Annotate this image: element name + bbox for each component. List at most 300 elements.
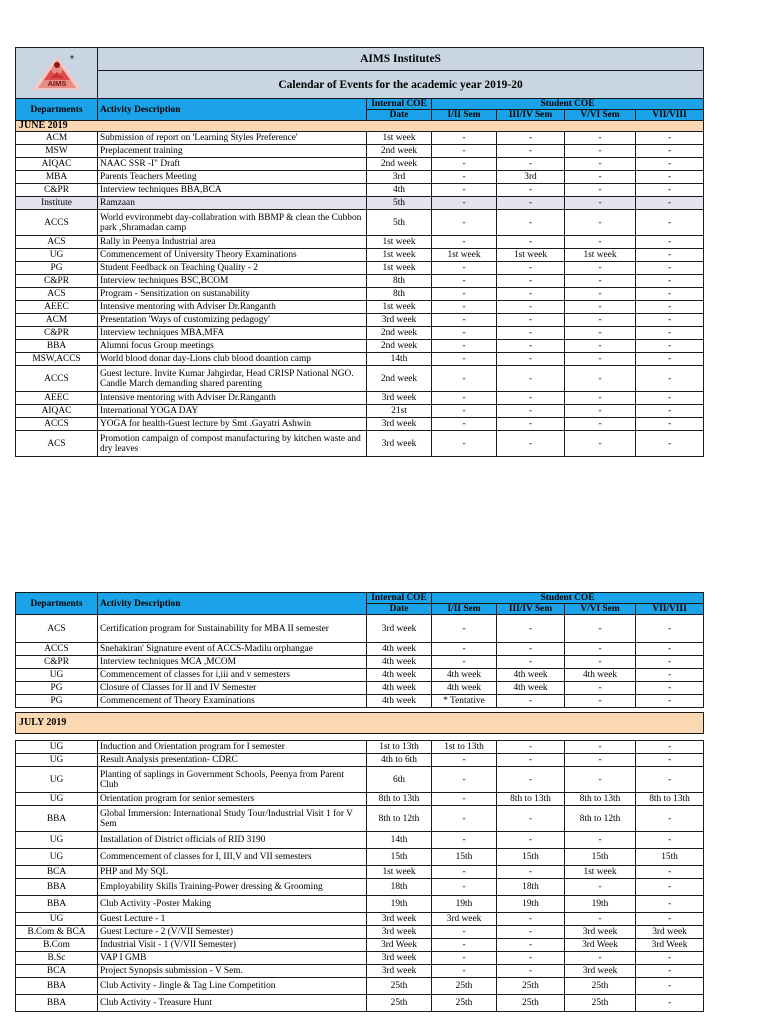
dept-cell: PG bbox=[16, 695, 98, 708]
sem2-cell: 3rd bbox=[497, 171, 565, 184]
sem2-cell: - bbox=[497, 767, 565, 793]
date-cell: 6th bbox=[367, 767, 432, 793]
activity-cell: Interview techniques MCA ,MCOM bbox=[98, 656, 367, 669]
sem4-cell: - bbox=[636, 832, 704, 849]
sem2-cell: - bbox=[497, 913, 565, 926]
table-row bbox=[16, 366, 704, 392]
sem3-cell: - bbox=[565, 340, 636, 353]
table-row bbox=[16, 132, 704, 145]
sem3-cell: - bbox=[565, 741, 636, 754]
dept-cell: ACCS bbox=[16, 418, 98, 431]
calendar-table-part1 bbox=[15, 47, 704, 457]
table-row bbox=[16, 741, 704, 754]
dept-cell: C&PR bbox=[16, 327, 98, 340]
dept-cell: BCA bbox=[16, 965, 98, 978]
sem2-cell: 4th week bbox=[497, 682, 565, 695]
table-row bbox=[16, 926, 704, 939]
dept-cell: PG bbox=[16, 682, 98, 695]
date-cell: 4th bbox=[367, 184, 432, 197]
sem2-cell: - bbox=[497, 952, 565, 965]
sem4-cell: 15th bbox=[636, 849, 704, 866]
sem3-cell: 4th week bbox=[565, 669, 636, 682]
sem4-cell: - bbox=[636, 249, 704, 262]
sem4-cell: - bbox=[636, 184, 704, 197]
activity-cell: YOGA for health-Guest lecture by Smt .Gayatri Ashwin bbox=[98, 418, 367, 431]
sem1-cell: - bbox=[432, 158, 497, 171]
dept-cell: C&PR bbox=[16, 656, 98, 669]
dept-cell: BCA bbox=[16, 866, 98, 879]
sem2-cell: - bbox=[497, 275, 565, 288]
date-cell: 2nd week bbox=[367, 158, 432, 171]
dept-cell: BBA bbox=[16, 896, 98, 913]
sem4-cell: - bbox=[636, 965, 704, 978]
sem2-cell: 4th week bbox=[497, 669, 565, 682]
date-cell: 3rd week bbox=[367, 615, 432, 643]
activity-cell: Global Immersion: International Study Tour/Industrial Visit 1 for V Sem bbox=[98, 806, 367, 832]
sem2-cell: - bbox=[497, 643, 565, 656]
activity-cell: Employability Skills Training-Power dressing & Grooming bbox=[98, 879, 367, 896]
date-cell: 1st week bbox=[367, 132, 432, 145]
activity-cell: Planting of saplings in Government Schools, Peenya from Parent Club bbox=[98, 767, 367, 793]
dept-cell: AEEC bbox=[16, 301, 98, 314]
sem1-cell: - bbox=[432, 939, 497, 952]
sem3-cell: - bbox=[565, 132, 636, 145]
col-date: Date bbox=[367, 604, 432, 615]
table-row bbox=[16, 913, 704, 926]
date-cell: 4th week bbox=[367, 656, 432, 669]
dept-cell: MBA bbox=[16, 171, 98, 184]
date-cell: 3rd Week bbox=[367, 939, 432, 952]
date-cell: 2nd week bbox=[367, 366, 432, 392]
activity-cell: Parents Teachers Meeting bbox=[98, 171, 367, 184]
sem3-cell: - bbox=[565, 145, 636, 158]
sem3-cell: 3rd week bbox=[565, 965, 636, 978]
date-cell: 15th bbox=[367, 849, 432, 866]
sem1-cell: - bbox=[432, 926, 497, 939]
table-row bbox=[16, 806, 704, 832]
sem4-cell: - bbox=[636, 158, 704, 171]
sem2-cell: 1st week bbox=[497, 249, 565, 262]
sem4-cell: - bbox=[636, 171, 704, 184]
sem2-cell: - bbox=[497, 314, 565, 327]
activity-cell: Commencement of Theory Examinations bbox=[98, 695, 367, 708]
activity-cell: Industrial Visit - 1 (V/VII Semester) bbox=[98, 939, 367, 952]
dept-cell: ACCS bbox=[16, 366, 98, 392]
dept-cell: UG bbox=[16, 249, 98, 262]
activity-cell: Promotion campaign of compost manufacturing by kitchen waste and dry leaves bbox=[98, 431, 367, 457]
sem3-cell: - bbox=[565, 405, 636, 418]
col-sem1: I/II Sem bbox=[432, 604, 497, 615]
activity-cell: Orientation program for senior semesters bbox=[98, 793, 367, 806]
activity-cell: World evvironmebt day-collabration with BBMP & clean the Cubbon park ,Shramadan camp bbox=[98, 210, 367, 236]
activity-cell: Snehakiran' Signature event of ACCS-Madilu orphangae bbox=[98, 643, 367, 656]
dept-cell: B.Com bbox=[16, 939, 98, 952]
activity-cell: Club Activity - Jingle & Tag Line Competition bbox=[98, 978, 367, 995]
sem3-cell: 3rd Week bbox=[565, 939, 636, 952]
dept-cell: ACS bbox=[16, 236, 98, 249]
date-cell: 4th week bbox=[367, 643, 432, 656]
sem1-cell: 15th bbox=[432, 849, 497, 866]
activity-cell: Installation of District officials of RID 3190 bbox=[98, 832, 367, 849]
sem3-cell: - bbox=[565, 392, 636, 405]
sem4-cell: - bbox=[636, 879, 704, 896]
sem2-cell: 19th bbox=[497, 896, 565, 913]
table-row bbox=[16, 184, 704, 197]
sem3-cell: - bbox=[565, 184, 636, 197]
sem4-cell: - bbox=[636, 275, 704, 288]
dept-cell: C&PR bbox=[16, 184, 98, 197]
dept-cell: UG bbox=[16, 754, 98, 767]
sem2-cell: - bbox=[497, 340, 565, 353]
sem4-cell: - bbox=[636, 327, 704, 340]
sem2-cell: - bbox=[497, 418, 565, 431]
sem2-cell: - bbox=[497, 262, 565, 275]
dept-cell: ACS bbox=[16, 615, 98, 643]
table-row bbox=[16, 952, 704, 965]
sem2-cell: - bbox=[497, 656, 565, 669]
sem3-cell: - bbox=[565, 158, 636, 171]
section-spacer bbox=[16, 734, 704, 741]
activity-cell: Guest Lecture - 1 bbox=[98, 913, 367, 926]
activity-cell: NAAC SSR -I" Draft bbox=[98, 158, 367, 171]
table-row bbox=[16, 866, 704, 879]
sem1-cell: 25th bbox=[432, 995, 497, 1012]
sem4-cell: - bbox=[636, 913, 704, 926]
sem4-cell: - bbox=[636, 145, 704, 158]
sem4-cell: - bbox=[636, 978, 704, 995]
activity-cell: Guest lecture. Invite Kumar Jahgirdar, Head CRISP National NGO. Candle March demanding shared parenting bbox=[98, 366, 367, 392]
sem3-cell: 8th to 12th bbox=[565, 806, 636, 832]
sem3-cell: - bbox=[565, 314, 636, 327]
date-cell: 2nd week bbox=[367, 327, 432, 340]
sem2-cell: - bbox=[497, 405, 565, 418]
date-cell: 1st week bbox=[367, 301, 432, 314]
table-row bbox=[16, 965, 704, 978]
date-cell: 2nd week bbox=[367, 145, 432, 158]
sem3-cell: 25th bbox=[565, 995, 636, 1012]
date-cell: 1st to 13th bbox=[367, 741, 432, 754]
sem1-cell: - bbox=[432, 806, 497, 832]
date-cell: 3rd bbox=[367, 171, 432, 184]
dept-cell: AIQAC bbox=[16, 158, 98, 171]
sem3-cell: - bbox=[565, 275, 636, 288]
activity-cell: Interview techniques BSC,BCOM bbox=[98, 275, 367, 288]
sem1-cell: - bbox=[432, 431, 497, 457]
table-row bbox=[16, 754, 704, 767]
table-row bbox=[16, 832, 704, 849]
date-cell: 5th bbox=[367, 210, 432, 236]
sem1-cell: - bbox=[432, 314, 497, 327]
col-sem3: V/VI Sem bbox=[565, 604, 636, 615]
sem2-cell: - bbox=[497, 132, 565, 145]
date-cell: 3rd week bbox=[367, 926, 432, 939]
sem3-cell: - bbox=[565, 288, 636, 301]
table-row bbox=[16, 158, 704, 171]
calendar-table-part2 bbox=[15, 592, 704, 1012]
date-cell: 1st week bbox=[367, 866, 432, 879]
sem1-cell: - bbox=[432, 340, 497, 353]
sem3-cell: - bbox=[565, 615, 636, 643]
table-row bbox=[16, 236, 704, 249]
sem3-cell: 1st week bbox=[565, 249, 636, 262]
sem2-cell: 25th bbox=[497, 995, 565, 1012]
sem1-cell: - bbox=[432, 184, 497, 197]
activity-cell: Result Analysis presentation- CDRC bbox=[98, 754, 367, 767]
sem1-cell: - bbox=[432, 405, 497, 418]
date-cell: 8th bbox=[367, 288, 432, 301]
sem3-cell: - bbox=[565, 210, 636, 236]
dept-cell: ACCS bbox=[16, 210, 98, 236]
col-internal-coe: Internal COE bbox=[367, 593, 432, 604]
date-cell: 3rd week bbox=[367, 952, 432, 965]
dept-cell: UG bbox=[16, 793, 98, 806]
date-cell: 5th bbox=[367, 197, 432, 210]
sem3-cell: - bbox=[565, 236, 636, 249]
aims-logo-icon bbox=[22, 50, 92, 96]
sem2-cell: - bbox=[497, 832, 565, 849]
activity-cell: Ramzaan bbox=[98, 197, 367, 210]
sem1-cell: - bbox=[432, 952, 497, 965]
sem3-cell: - bbox=[565, 656, 636, 669]
date-cell: 25th bbox=[367, 995, 432, 1012]
activity-cell: Interview techniques MBA,MFA bbox=[98, 327, 367, 340]
sem1-cell: 19th bbox=[432, 896, 497, 913]
sem1-cell: - bbox=[432, 866, 497, 879]
table-row bbox=[16, 340, 704, 353]
dept-cell: ACM bbox=[16, 314, 98, 327]
activity-cell: Presentation 'Ways of customizing pedagogy' bbox=[98, 314, 367, 327]
dept-cell: BBA bbox=[16, 879, 98, 896]
table-row bbox=[16, 327, 704, 340]
sem1-cell: - bbox=[432, 879, 497, 896]
sem1-cell: - bbox=[432, 288, 497, 301]
sem1-cell: - bbox=[432, 832, 497, 849]
dept-cell: UG bbox=[16, 767, 98, 793]
sem1-cell: * Tentative bbox=[432, 695, 497, 708]
activity-cell: Project Synopsis submission - V Sem. bbox=[98, 965, 367, 978]
table-row bbox=[16, 249, 704, 262]
dept-cell: AIQAC bbox=[16, 405, 98, 418]
sem1-cell: - bbox=[432, 132, 497, 145]
col-sem2: III/IV Sem bbox=[497, 604, 565, 615]
sem2-cell: - bbox=[497, 615, 565, 643]
sem3-cell: 25th bbox=[565, 978, 636, 995]
date-cell: 19th bbox=[367, 896, 432, 913]
sem4-cell: - bbox=[636, 615, 704, 643]
date-cell: 3rd week bbox=[367, 392, 432, 405]
sem3-cell: - bbox=[565, 431, 636, 457]
sem2-cell: - bbox=[497, 158, 565, 171]
table-row bbox=[16, 314, 704, 327]
sem4-cell: - bbox=[636, 643, 704, 656]
activity-cell: Guest Lecture - 2 (V/VII Semester) bbox=[98, 926, 367, 939]
sem1-cell: - bbox=[432, 656, 497, 669]
table-row bbox=[16, 418, 704, 431]
sem2-cell: - bbox=[497, 392, 565, 405]
date-cell: 1st week bbox=[367, 236, 432, 249]
col-activity: Activity Description bbox=[98, 593, 367, 615]
col-sem2: III/IV Sem bbox=[497, 110, 565, 121]
sem2-cell: - bbox=[497, 197, 565, 210]
sem4-cell: - bbox=[636, 314, 704, 327]
aims-logo bbox=[16, 48, 98, 99]
sem2-cell: - bbox=[497, 184, 565, 197]
table-row bbox=[16, 405, 704, 418]
sem2-cell: 8th to 13th bbox=[497, 793, 565, 806]
activity-cell: Club Activity - Treasure Hunt bbox=[98, 995, 367, 1012]
col-student-coe: Student COE bbox=[432, 593, 704, 604]
activity-cell: Student Feedback on Teaching Quality - 2 bbox=[98, 262, 367, 275]
table-row bbox=[16, 392, 704, 405]
table-row bbox=[16, 793, 704, 806]
dept-cell: BBA bbox=[16, 340, 98, 353]
sem2-cell: - bbox=[497, 741, 565, 754]
date-cell: 3rd week bbox=[367, 913, 432, 926]
sem3-cell: - bbox=[565, 754, 636, 767]
table-row bbox=[16, 262, 704, 275]
col-activity: Activity Description bbox=[98, 99, 367, 121]
col-sem1: I/II Sem bbox=[432, 110, 497, 121]
date-cell: 4th to 6th bbox=[367, 754, 432, 767]
dept-cell: UG bbox=[16, 913, 98, 926]
sem4-cell: - bbox=[636, 767, 704, 793]
sem1-cell: - bbox=[432, 301, 497, 314]
date-cell: 1st week bbox=[367, 249, 432, 262]
sem2-cell: - bbox=[497, 301, 565, 314]
sem2-cell: - bbox=[497, 754, 565, 767]
calendar-title: Calendar of Events for the academic year 2019-20 bbox=[98, 71, 704, 99]
dept-cell: Institute bbox=[16, 197, 98, 210]
table-row bbox=[16, 210, 704, 236]
sem2-cell: - bbox=[497, 866, 565, 879]
sem2-cell: - bbox=[497, 939, 565, 952]
sem1-cell: - bbox=[432, 615, 497, 643]
date-cell: 25th bbox=[367, 978, 432, 995]
sem1-cell: 25th bbox=[432, 978, 497, 995]
dept-cell: BBA bbox=[16, 806, 98, 832]
sem2-cell: - bbox=[497, 806, 565, 832]
table-row bbox=[16, 978, 704, 995]
sem1-cell: - bbox=[432, 418, 497, 431]
sem3-cell: - bbox=[565, 682, 636, 695]
institute-name: AIMS InstituteS bbox=[98, 48, 704, 71]
dept-cell: MSW,ACCS bbox=[16, 353, 98, 366]
sem3-cell: - bbox=[565, 366, 636, 392]
sem1-cell: 4th week bbox=[432, 669, 497, 682]
activity-cell: Intensive mentoring with Adviser Dr.Ranganth bbox=[98, 301, 367, 314]
col-departments: Departments bbox=[16, 99, 98, 121]
sem2-cell: - bbox=[497, 288, 565, 301]
sem3-cell: 3rd week bbox=[565, 926, 636, 939]
table-row bbox=[16, 643, 704, 656]
dept-cell: B.Com & BCA bbox=[16, 926, 98, 939]
activity-cell: Intensive mentoring with Adviser Dr.Ranganth bbox=[98, 392, 367, 405]
sem4-cell: 3rd Week bbox=[636, 939, 704, 952]
sem1-cell: - bbox=[432, 210, 497, 236]
table-row bbox=[16, 695, 704, 708]
sem3-cell: - bbox=[565, 952, 636, 965]
sem1-cell: - bbox=[432, 327, 497, 340]
date-cell: 4th week bbox=[367, 669, 432, 682]
activity-cell: Certification program for Sustainability for MBA II semester bbox=[98, 615, 367, 643]
col-sem3: V/VI Sem bbox=[565, 110, 636, 121]
activity-cell: International YOGA DAY bbox=[98, 405, 367, 418]
sem2-cell: - bbox=[497, 926, 565, 939]
date-cell: 14th bbox=[367, 353, 432, 366]
activity-cell: Commencement of classes for I, III,V and VII semesters bbox=[98, 849, 367, 866]
sem4-cell: - bbox=[636, 340, 704, 353]
col-sem4: VII/VIII bbox=[636, 110, 704, 121]
sem1-cell: - bbox=[432, 171, 497, 184]
sem2-cell: - bbox=[497, 236, 565, 249]
sem4-cell: - bbox=[636, 366, 704, 392]
sem4-cell: - bbox=[636, 301, 704, 314]
sem3-cell: - bbox=[565, 879, 636, 896]
activity-cell: Program - Sensitization on sustanability bbox=[98, 288, 367, 301]
sem4-cell: - bbox=[636, 995, 704, 1012]
sem4-cell: - bbox=[636, 236, 704, 249]
date-cell: 2nd week bbox=[367, 340, 432, 353]
sem3-cell: - bbox=[565, 913, 636, 926]
month-june: JUNE 2019 bbox=[16, 121, 704, 132]
sem2-cell: - bbox=[497, 431, 565, 457]
sem4-cell: 8th to 13th bbox=[636, 793, 704, 806]
activity-cell: Closure of Classes for II and IV Semester bbox=[98, 682, 367, 695]
sem2-cell: 18th bbox=[497, 879, 565, 896]
sem3-cell: - bbox=[565, 695, 636, 708]
sem4-cell: - bbox=[636, 682, 704, 695]
sem4-cell: - bbox=[636, 806, 704, 832]
sem1-cell: 1st to 13th bbox=[432, 741, 497, 754]
sem4-cell: - bbox=[636, 431, 704, 457]
date-cell: 21st bbox=[367, 405, 432, 418]
activity-cell: Alumni focus Group meetings bbox=[98, 340, 367, 353]
sem3-cell: - bbox=[565, 262, 636, 275]
dept-cell: C&PR bbox=[16, 275, 98, 288]
sem1-cell: 1st week bbox=[432, 249, 497, 262]
month-july: JULY 2019 bbox=[16, 713, 704, 734]
dept-cell: MSW bbox=[16, 145, 98, 158]
table-row bbox=[16, 896, 704, 913]
sem1-cell: 3rd week bbox=[432, 913, 497, 926]
sem4-cell: - bbox=[636, 288, 704, 301]
sem2-cell: - bbox=[497, 353, 565, 366]
sem3-cell: - bbox=[565, 353, 636, 366]
sem4-cell: - bbox=[636, 353, 704, 366]
dept-cell: ACCS bbox=[16, 643, 98, 656]
dept-cell: BBA bbox=[16, 978, 98, 995]
sem3-cell: 15th bbox=[565, 849, 636, 866]
activity-cell: VAP I GMB bbox=[98, 952, 367, 965]
dept-cell: UG bbox=[16, 669, 98, 682]
table-row bbox=[16, 145, 704, 158]
sem3-cell: 8th to 13th bbox=[565, 793, 636, 806]
sem1-cell: - bbox=[432, 366, 497, 392]
sem4-cell: 3rd week bbox=[636, 926, 704, 939]
date-cell: 4th week bbox=[367, 695, 432, 708]
sem2-cell: - bbox=[497, 366, 565, 392]
table-row bbox=[16, 995, 704, 1012]
col-date: Date bbox=[367, 110, 432, 121]
activity-cell: Induction and Orientation program for I semester bbox=[98, 741, 367, 754]
sem4-cell: - bbox=[636, 741, 704, 754]
date-cell: 3rd week bbox=[367, 431, 432, 457]
sem2-cell: 25th bbox=[497, 978, 565, 995]
sem3-cell: - bbox=[565, 197, 636, 210]
table-row bbox=[16, 849, 704, 866]
dept-cell: ACS bbox=[16, 288, 98, 301]
sem2-cell: - bbox=[497, 327, 565, 340]
